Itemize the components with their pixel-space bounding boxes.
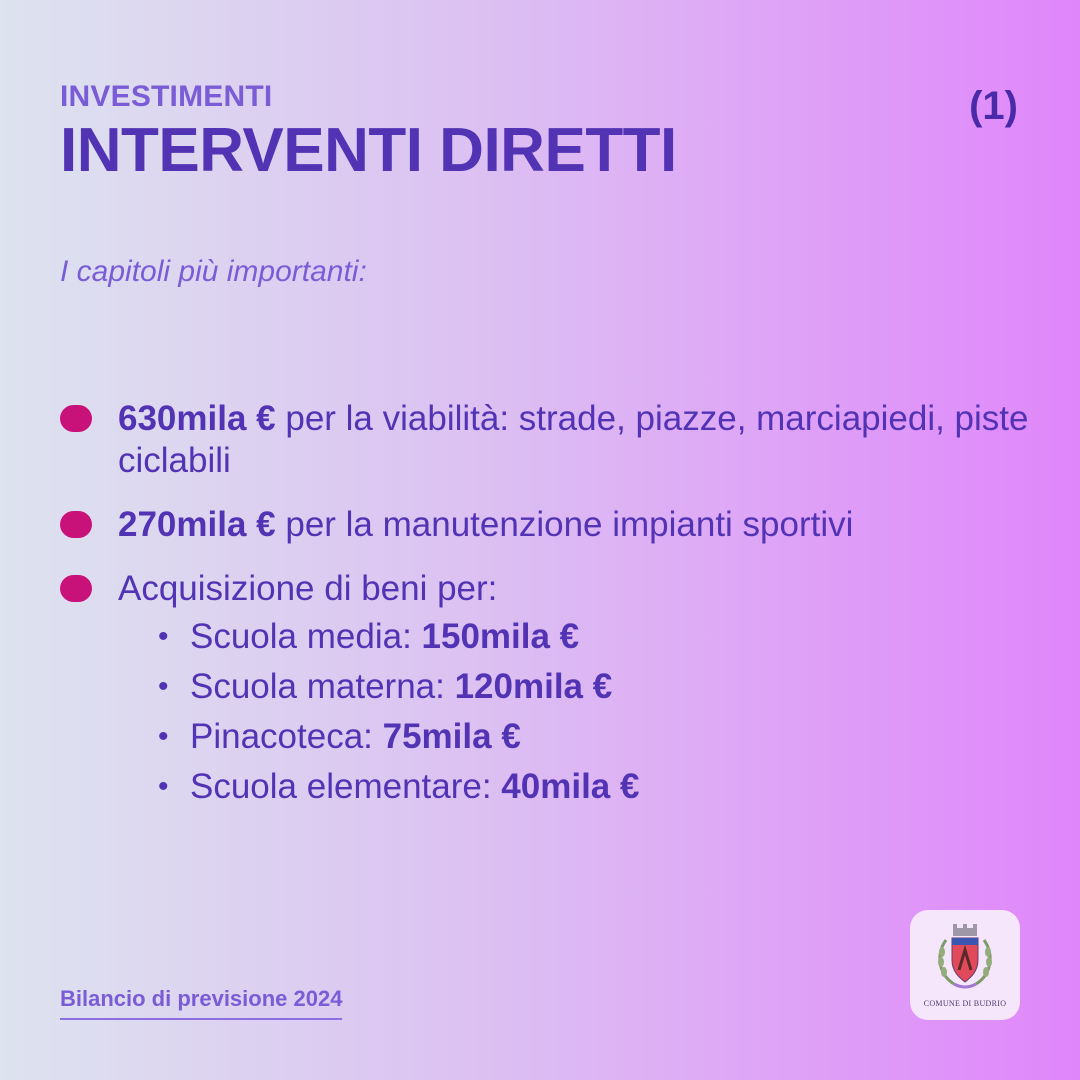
sub-item-amount: 75mila € [382,717,521,756]
bullet-icon: • [158,720,169,753]
investment-list [60,398,1040,812]
sub-item-label: Scuola media: [190,617,422,656]
sub-list-item [118,662,1040,712]
sub-item-amount: 120mila € [454,667,613,706]
sub-item-label: Pinacoteca: [190,717,383,756]
kicker: INVESTIMENTI [60,80,273,113]
item-text: per la manutenzione impianti sportivi [275,505,854,544]
list-item [60,504,1040,546]
list-item [60,398,1040,482]
bullet-dot [60,511,92,538]
sub-list-item [118,612,1040,662]
item-amount: 630mila € [118,399,276,438]
sub-list-item [118,762,1040,812]
sub-item-amount: 150mila € [421,617,580,656]
bullet-dot [60,575,92,602]
page-title: INTERVENTI DIRETTI [60,116,677,185]
sub-list [118,612,1040,812]
item-text: Acquisizione di beni per: [118,569,498,608]
bullet-icon: • [158,770,169,803]
list-item [60,568,1040,812]
footer-label: Bilancio di previsione 2024 [60,986,342,1020]
logo-text: COMUNE DI BUDRIO [923,999,1007,1008]
sub-list-item [118,712,1040,762]
municipality-logo [910,910,1020,1020]
bullet-icon: • [158,670,169,703]
item-amount: 270mila € [118,505,276,544]
sub-item-label: Scuola materna: [190,667,455,706]
sub-item-label: Scuola elementare: [190,767,502,806]
coat-of-arms-icon [932,920,998,994]
item-text: per la viabilità: strade, piazze, marciapiedi, piste ciclabili [118,399,1029,480]
bullet-icon: • [158,620,169,653]
intro-text: I capitoli più importanti: [60,255,367,288]
bullet-dot [60,405,92,432]
sub-item-amount: 40mila € [501,767,640,806]
page-number: (1) [969,84,1018,128]
